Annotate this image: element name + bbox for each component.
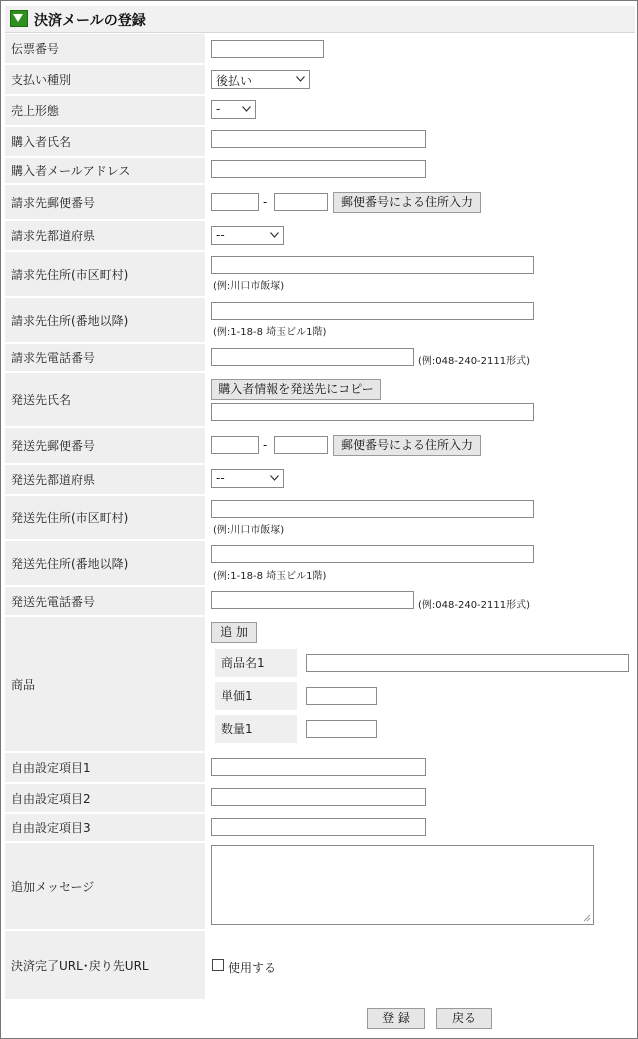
row-billing-addr2 [5, 298, 635, 343]
product-name-input[interactable] [306, 654, 629, 672]
free2-label: 自由設定項目2 [5, 784, 205, 813]
billing-addr2-label: 請求先住所(番地以降) [5, 298, 205, 343]
row-free1 [5, 753, 635, 783]
row-ship-zip [5, 428, 635, 464]
billing-zip-lookup-button[interactable]: 郵便番号による住所入力 [333, 192, 481, 213]
ship-addr2-hint: (例:1-18-8 埼玉ビル1階) [213, 571, 327, 582]
ship-zip-dash: - [263, 438, 268, 452]
billing-addr1-input[interactable] [211, 256, 534, 274]
ship-name-input[interactable] [211, 403, 534, 421]
add-product-button[interactable]: 追 加 [211, 622, 257, 643]
row-billing-tel [5, 344, 635, 372]
row-billing-pref [5, 221, 635, 251]
product-price-input[interactable] [306, 687, 377, 705]
chevron-down-icon [242, 106, 251, 112]
payment-type-select[interactable] [211, 70, 310, 89]
row-billing-addr1 [5, 252, 635, 297]
billing-pref-value: -- [216, 228, 225, 242]
ship-addr2-label: 発送先住所(番地以降) [5, 541, 205, 586]
free1-label: 自由設定項目1 [5, 753, 205, 783]
billing-zip-label: 請求先郵便番号 [5, 185, 205, 220]
ship-tel-hint: (例:048-240-2111形式) [418, 600, 531, 611]
row-ship-name [5, 373, 635, 427]
row-free3 [5, 814, 635, 842]
buyer-email-label: 購入者メールアドレス [5, 158, 205, 184]
free1-input[interactable] [211, 758, 426, 776]
product-qty-label: 数量1 [215, 715, 297, 743]
row-ship-addr2 [5, 541, 635, 586]
sales-mode-select[interactable] [211, 100, 256, 119]
row-ship-addr1 [5, 496, 635, 540]
payment-type-value: 後払い [216, 74, 253, 88]
buyer-name-label: 購入者氏名 [5, 127, 205, 157]
billing-addr2-input[interactable] [211, 302, 534, 320]
row-free2 [5, 784, 635, 813]
message-label: 追加メッセージ [5, 843, 205, 930]
chevron-down-icon [296, 76, 305, 82]
product-price-label: 単価1 [215, 682, 297, 710]
buyer-email-input[interactable] [211, 160, 426, 178]
row-ship-tel [5, 587, 635, 616]
ship-tel-input[interactable] [211, 591, 414, 609]
sales-mode-value: - [216, 102, 221, 116]
billing-addr1-hint: (例:川口市飯塚) [213, 281, 285, 292]
billing-addr2-hint: (例:1-18-8 埼玉ビル1階) [213, 327, 327, 338]
ship-zip-lookup-button[interactable]: 郵便番号による住所入力 [333, 435, 481, 456]
billing-zip-second-input[interactable] [274, 193, 328, 211]
billing-tel-label: 請求先電話番号 [5, 344, 205, 372]
billing-zip-dash: - [263, 195, 268, 209]
ship-addr1-input[interactable] [211, 500, 534, 518]
billing-zip-first-input[interactable] [211, 193, 259, 211]
copy-buyer-to-ship-button[interactable]: 購入者情報を発送先にコピー [211, 379, 381, 400]
billing-pref-select[interactable] [211, 226, 284, 245]
ship-tel-label: 発送先電話番号 [5, 587, 205, 616]
register-button[interactable]: 登 録 [367, 1008, 425, 1029]
page-title: 決済メールの登録 [34, 13, 146, 29]
row-return-url [5, 931, 635, 1000]
back-button[interactable]: 戻る [436, 1008, 492, 1029]
row-slip-no [5, 34, 635, 64]
ship-pref-value: -- [216, 471, 225, 485]
row-payment-type [5, 65, 635, 95]
slip-no-input[interactable] [211, 40, 324, 58]
row-sales-mode [5, 96, 635, 126]
billing-tel-input[interactable] [211, 348, 414, 366]
product-qty-input[interactable] [306, 720, 377, 738]
chevron-down-icon [270, 475, 279, 481]
return-url-label: 決済完了URL･戻り先URL [5, 931, 205, 1000]
ship-zip-second-input[interactable] [274, 436, 328, 454]
billing-addr1-label: 請求先住所(市区町村) [5, 252, 205, 297]
free2-input[interactable] [211, 788, 426, 806]
panel-header [5, 6, 635, 33]
row-billing-zip [5, 185, 635, 220]
sales-mode-label: 売上形態 [5, 96, 205, 126]
resize-grip-icon[interactable] [583, 914, 591, 922]
ship-zip-first-input[interactable] [211, 436, 259, 454]
ship-pref-select[interactable] [211, 469, 284, 488]
ship-name-label: 発送先氏名 [5, 373, 205, 427]
message-textarea[interactable] [211, 845, 594, 925]
row-ship-pref [5, 465, 635, 495]
ship-addr1-hint: (例:川口市飯塚) [213, 525, 285, 536]
payment-type-label: 支払い種別 [5, 65, 205, 95]
product-label: 商品 [5, 617, 205, 752]
ship-addr2-input[interactable] [211, 545, 534, 563]
free3-input[interactable] [211, 818, 426, 836]
row-buyer-name [5, 127, 635, 157]
slip-no-label: 伝票番号 [5, 34, 205, 64]
chevron-down-icon [270, 232, 279, 238]
use-return-url-checkbox[interactable] [212, 959, 224, 971]
product-name-label: 商品名1 [215, 649, 297, 677]
billing-tel-hint: (例:048-240-2111形式) [418, 356, 531, 367]
row-product [5, 617, 635, 752]
collapse-triangle-icon[interactable] [10, 10, 28, 27]
ship-addr1-label: 発送先住所(市区町村) [5, 496, 205, 540]
ship-zip-label: 発送先郵便番号 [5, 428, 205, 464]
buyer-name-input[interactable] [211, 130, 426, 148]
ship-pref-label: 発送先都道府県 [5, 465, 205, 495]
use-return-url-label[interactable]: 使用する [228, 961, 277, 975]
row-message [5, 843, 635, 930]
free3-label: 自由設定項目3 [5, 814, 205, 842]
billing-pref-label: 請求先都道府県 [5, 221, 205, 251]
row-buyer-email [5, 158, 635, 184]
